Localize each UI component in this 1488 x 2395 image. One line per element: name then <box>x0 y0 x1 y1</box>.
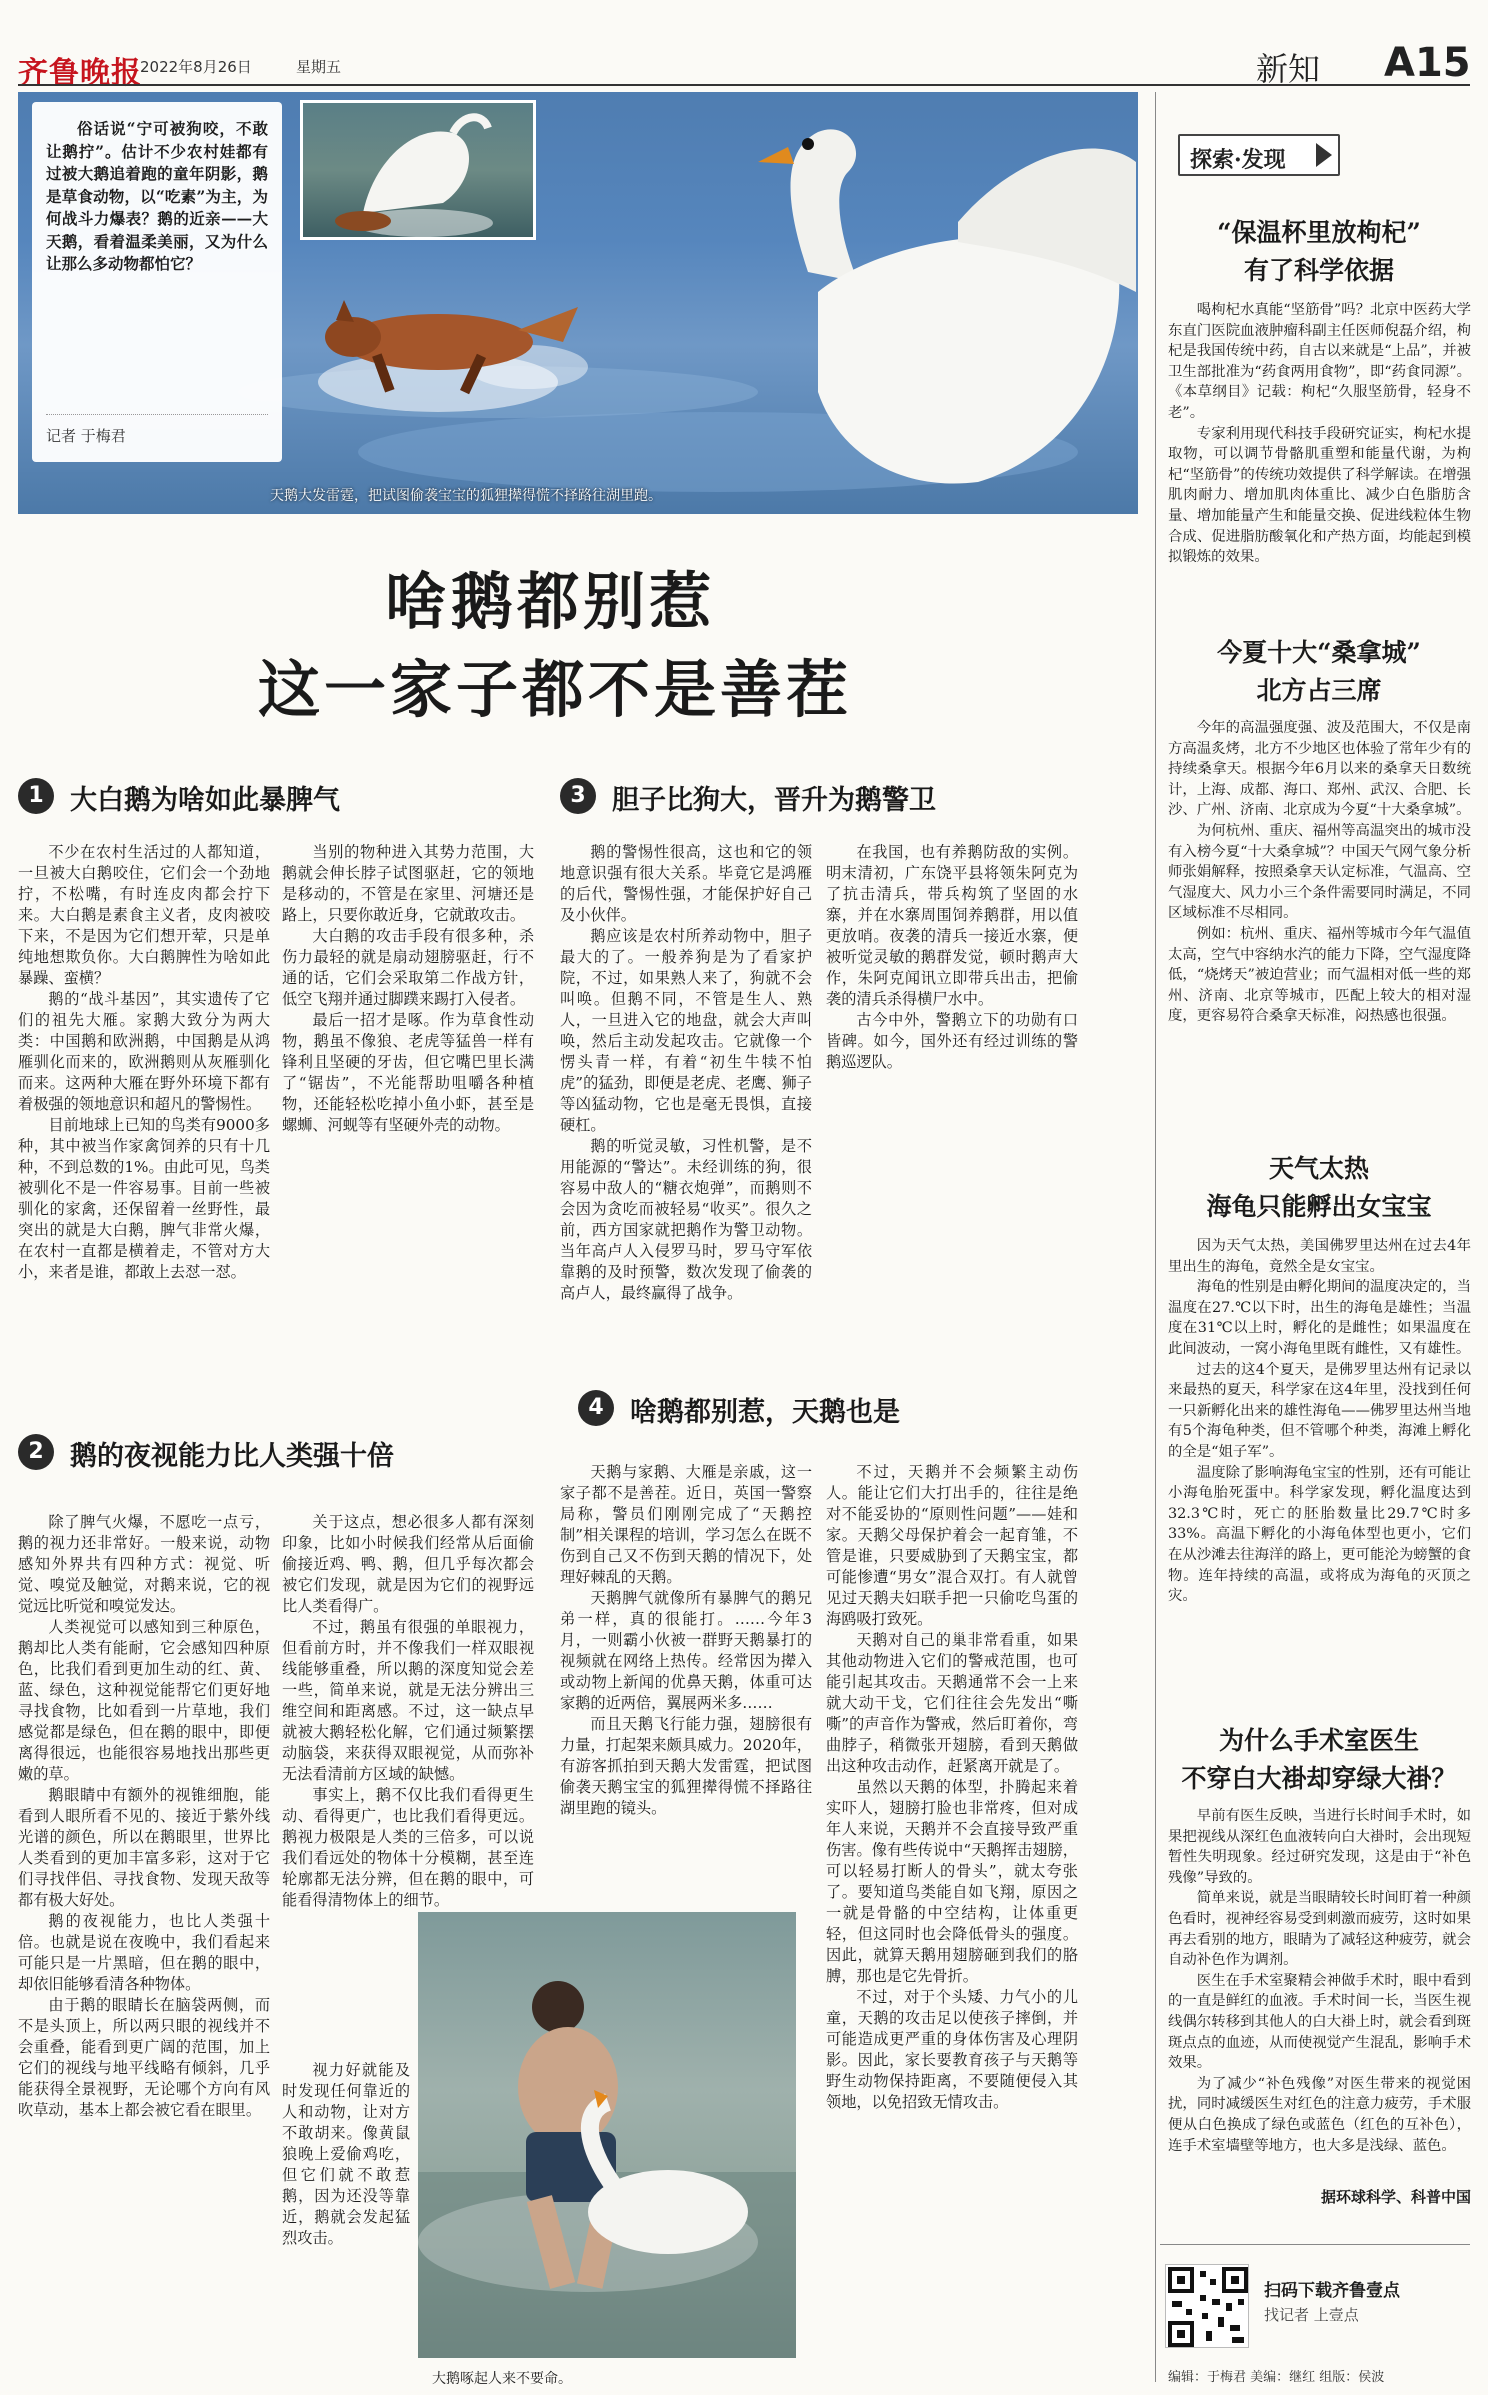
paragraph: 鹅应该是农村所养动物中，胆子最大的了。一般养狗是为了看家护院，不过，如果熟人来了，狗就不会叫唤。但鹅不同，不管是生人、熟人，一旦进入它的地盘，就会大声叫唤，然后主动发起攻击。它就像一个愣头青一样，有着“初生牛犊不怕虎”的猛劲，即便是老虎、老鹰、狮子等凶猛动物，它也是毫无畏惧，直接硬杠。 <box>560 927 812 1134</box>
sidebar-label-box <box>1178 134 1340 176</box>
paragraph: 天鹅对自己的巢非常看重，如果其他动物进入它们的警戒范围，也可能引起其攻击。天鹅通常不会一上来就大动干戈，它们往往会先发出“嘶嘶”的声音作为警戒，然后盯着你，弯曲脖子，稍微张开翅膀，看到天鹅做出这种攻击动作，赶紧离开就是了。 <box>826 1631 1078 1775</box>
section-3-column-1 <box>560 842 812 1366</box>
sidebar-article-4-body <box>1168 1806 1471 2182</box>
section-2-number: 2 <box>18 1434 54 1470</box>
paragraph: 简单来说，就是当眼睛较长时间盯着一种颜色看时，视神经容易受到刺激而疲劳，这时如果再去看别的地方，眼睛为了减轻这种疲劳，就会自动补色作为调剂。 <box>1168 1890 1471 1969</box>
sidebar-article-1-title-line-2: 有了科学依据 <box>1243 256 1394 285</box>
sidebar-article-2-title <box>1160 634 1478 710</box>
section-3-title: 胆子比狗大，晋升为鹅警卫 <box>612 785 936 816</box>
paragraph: 虽然以天鹅的体型，扑腾起来着实吓人，翅膀打脸也非常疼，但对成年人来说，天鹅并不会直接导致严重伤害。像有些传说中“天鹅挥击翅膀，可以轻易打断人的骨头”，就太夸张了。要知道鸟类能自如飞翔，原因之一就是骨骼的中空结构，让体重更轻，但这同时也会降低骨头的强度。因此，就算天鹅用翅膀砸到我们的胳膊，那也是它先骨折。 <box>826 1778 1078 1985</box>
paragraph: 不过，鹅虽有很强的单眼视力，但看前方时，并不像我们一样双眼视线能够重叠，所以鹅的深度知觉会差一些，简单来说，就是无法分辨出三维空间和距离感。不过，这一缺点早就被大鹅轻松化解，它们通过频繁摆动脑袋，来获得双眼视觉，从而弥补无法看清前方区域的缺憾。 <box>282 1618 534 1783</box>
paragraph: 当别的物种进入其势力范围，大鹅就会伸长脖子试图驱赶，它的领地是移动的，不管是在家里、河塘还是路上，只要你敢近身，它就敢攻击。 <box>282 843 534 924</box>
paragraph: 医生在手术室聚精会神做手术时，眼中看到的一直是鲜红的血液。手术时间一长，当医生视线偶尔转移到其他人的白大褂上时，就会看到斑斑点点的血迹，从而使视觉产生混乱，影响手术效果。 <box>1168 1972 1471 2072</box>
section-4-heading <box>578 1388 1138 1428</box>
sidebar-article-1-body <box>1168 300 1471 620</box>
sidebar-label: 探索·发现 <box>1190 147 1286 173</box>
paragraph: 由于鹅的眼睛长在脑袋两侧，而不是头顶上，所以两只眼的视线并不会重叠，能看到更广阔的范围，加上它们的视线与地平线略有倾斜，几乎能获得全景视野，无论哪个方向有风吹草动，基本上都会被它看在眼里。 <box>18 1996 270 2119</box>
paragraph: 过去的这4个夏天，是佛罗里达州有记录以来最热的夏天，科学家在这4年里，没找到任何一只新孵化出来的雄性海龟——佛罗里达州当地有5个海龟种类，但不管哪个种类，海滩上孵化的全是“姐子军”。 <box>1168 1361 1471 1460</box>
paragraph: 喝枸杞水真能“坚筋骨”吗？北京中医药大学东直门医院血液肿瘤科副主任医师倪磊介绍，枸杞是我国传统中药，自古以来就是“上品”，并被卫生部批准为“药食两用食物”，即“药食同源”。《本草纲目》记载：枸杞“久服坚筋骨，轻身不老”。 <box>1168 302 1471 421</box>
section-1-column-1 <box>18 842 270 1380</box>
paragraph: 因为天气太热，美国佛罗里达州在过去4年里出生的海龟，竟然全是女宝宝。 <box>1168 1238 1471 1275</box>
sidebar-divider <box>1155 92 1156 2382</box>
paragraph: 为何杭州、重庆、福州等高温突出的城市没有入榜今夏“十大桑拿城”？中国天气网气象分析师张娟解释，按照桑拿天认定标准，气温高、空气湿度大、风力小三个条件需要同时满足，不同区域标准不尽相同。 <box>1168 822 1471 922</box>
section-4-title: 啥鹅都别惹，天鹅也是 <box>630 1397 900 1428</box>
paragraph: 为了减少“补色残像”对医生带来的视觉困扰，同时减缓医生对红色的注意力疲劳，手术服便从白色换成了绿色或蓝色（红色的互补色），连手术室墙壁等地方，也大多是浅绿、蓝色。 <box>1168 2075 1471 2154</box>
sidebar-article-4-title-line-1: 为什么手术室医生 <box>1218 1726 1419 1755</box>
section-4-column-1 <box>560 1462 812 1904</box>
sidebar-article-1-title-line-1: “保温杯里放枸杞” <box>1217 218 1421 247</box>
paragraph: 天鹅与家鹅、大雁是亲戚，这一家子都不是善茬。近日，英国一警察局称，警员们刚刚完成了“天鹅控制”相关课程的培训，学习怎么在既不伤到自己又不伤到天鹅的情况下，处理好棘乱的天鹅。 <box>560 1463 812 1586</box>
intro-text: 俗话说“宁可被狗咬，不敢让鹅拧”。估计不少农村娃都有过被大鹅追着跑的童年阴影，鹅是草食动物，以“吃素”为主，为何战斗力爆表？鹅的近亲——大天鹅，看着温柔美丽，又为什么让那么多动物都怕它？ <box>46 119 268 273</box>
paragraph: 鹅的夜视能力，也比人类强十倍。也就是说在夜晚中，我们看起来可能只是一片黑暗，但在鹅的眼中，却依旧能够看清各种物体。 <box>18 1912 270 1993</box>
paragraph: 大白鹅的攻击手段有很多种，杀伤力最轻的就是扇动翅膀驱赶，行不通的话，它们会采取第二作战方针，低空飞翔并通过脚蹼来踢打入侵者。 <box>282 927 534 1008</box>
paragraph: 鹅的“战斗基因”，其实遗传了它们的祖先大雁。家鹅大致分为两大类：中国鹅和欧洲鹅，中国鹅是从鸿雁驯化而来的，欧洲鹅则从灰雁驯化而来。这两种大雁在野外环境下都有着极强的领地意识和超凡的警惕性。 <box>18 990 270 1113</box>
paragraph: 鹅的警惕性很高，这也和它的领地意识强有很大关系。毕竟它是鸿雁的后代，警惕性强，才能保护好自己及小伙伴。 <box>560 843 812 924</box>
paragraph: 鹅的听觉灵敏，习性机警，是不用能源的“警达”。未经训练的狗，很容易中敌人的“糖衣炮弹”，而鹅则不会因为贪吃而被轻易“收买”。很久之前，西方国家就把鹅作为警卫动物。当年高卢人入侵罗马时，罗马守军依靠鹅的及时预警，数次发现了偷袭的高卢人，最终赢得了战争。 <box>560 1137 812 1302</box>
paragraph: 不过，天鹅并不会频繁主动伤人。能让它们大打出手的，往往是绝对不能妥协的“原则性问题”——娃和家。天鹅父母保护着会一起育雏，不管是谁，只要威胁到了天鹅宝宝，都可能惨遭“男女”混合双打。有人就曾见过天鹅夫妇联手把一只偷吃鸟蛋的海鸥吸打致死。 <box>826 1463 1078 1628</box>
section-2-title: 鹅的夜视能力比人类强十倍 <box>70 1441 394 1472</box>
inset-illustration <box>303 103 536 240</box>
paragraph: 除了脾气火爆，不愿吃一点亏，鹅的视力还非常好。一般来说，动物感知外界共有四种方式：视觉、听觉、嗅觉及触觉，对鹅来说，它的视觉远比听觉和嗅觉发达。 <box>18 1513 270 1615</box>
paragraph: 例如：杭州、重庆、福州等城市今年气温值太高，空气中容纳水汽的能力下降，空气湿度降低，“烧烤天”被迫营业；而气温相对低一些的郑州、济南、北京等城市，匹配上较大的相对湿度，更容易符合桑拿天标准，闷热感也很强。 <box>1168 925 1471 1025</box>
header-rule <box>18 84 1470 86</box>
sidebar-article-1-title <box>1160 214 1478 290</box>
inset-swan-fox-photo <box>300 100 536 240</box>
paragraph: 视力好就能及时发现任何靠近的人和动物，让对方不敢胡来。像黄鼠狼晚上爱偷鸡吃，但它们就不敢惹鹅，因为还没等靠近，鹅就会发起猛烈攻击。 <box>282 2061 410 2247</box>
paragraph: 在我国，也有养鹅防敌的实例。明末清初，广东饶平县将领朱阿克为了抗击清兵，带兵构筑了坚固的水寨，并在水寨周围饲养鹅群，用以值更放哨。夜袭的清兵一接近水寨，便被听觉灵敏的鹅群发觉，顿时鹅声大作，朱阿克闻讯立即带兵出击，把偷袭的清兵杀得横尸水中。 <box>826 843 1078 1008</box>
page-number: A15 <box>1384 40 1471 86</box>
section-1-title: 大白鹅为啥如此暴脾气 <box>70 785 340 816</box>
section-1-number: 1 <box>18 778 54 814</box>
paragraph: 最后一招才是啄。作为草食性动物，鹅虽不像狼、老虎等猛兽一样有锋利且坚硬的牙齿，但它嘴巴里长满了“锯齿”，不光能帮助咀嚼各种植物，还能轻松吃掉小鱼小虾，甚至是螺蛳、河蚬等有坚硬外壳的动物。 <box>282 1011 534 1134</box>
intro-box <box>32 102 282 462</box>
paragraph: 目前地球上已知的鸟类有9000多种，其中被当作家禽饲养的只有十几种，不到总数的1%。由此可见，鸟类被驯化不是一件容易事。目前一些被驯化的家禽，还保留着一丝野性，最突出的就是大白鹅，脾气非常火爆，在农村一直都是横着走，不管对方大小，来者是谁，都敢上去怼一怼。 <box>18 1116 270 1281</box>
paragraph: 专家利用现代科技手段研究证实，枸杞水提取物，可以调节骨骼肌重塑和能量代谢，为枸杞“坚筋骨”的传统功效提供了科学解读。在增强肌肉耐力、增加肌肉体重比、减少白色脂肪含量、增加能量产生和能量交换、促进线粒体生物合成、促进脂肪酸氧化和产热方面，均能起到模拟锻炼的效果。 <box>1168 425 1471 566</box>
issue-date: 2022年8月26日 <box>140 58 252 76</box>
reporter-byline: 记者 于梅君 <box>46 414 268 446</box>
editor-credits: 编辑：于梅君 美编：继红 组版：侯波 <box>1168 2370 1385 2385</box>
sidebar-article-2-title-line-2: 北方占三席 <box>1256 676 1382 705</box>
main-photo-caption: 天鹅大发雷霆，把试图偷袭宝宝的狐狸撵得慌不择路往湖里跑。 <box>270 488 662 504</box>
section-3-heading <box>560 776 1120 816</box>
headline-line-1: 啥鹅都别惹 <box>384 565 715 638</box>
section-4-column-2 <box>826 1462 1078 2390</box>
paragraph: 不过，对于个头矮、力气小的儿童，天鹅的攻击足以使孩子摔倒，并可能造成更严重的身体伤害及心理阴影。因此，家长要教育孩子与天鹅等野生动物保持距离，不要随便侵入其领地，以免招致无情攻击。 <box>826 1988 1078 2111</box>
sidebar-article-2-body <box>1168 718 1471 1140</box>
sidebar-article-3-title-line-1: 天气太热 <box>1268 1154 1369 1183</box>
headline-line-2: 这一家子都不是善茬 <box>257 653 852 726</box>
section-1-column-2 <box>282 842 534 1380</box>
qr-code[interactable] <box>1165 2264 1249 2348</box>
paragraph: 鹅眼睛中有额外的视锥细胞，能看到人眼所看不见的、接近于紫外线光谱的颜色，所以在鹅眼里，世界比人类看到的更加丰富多彩，这对于它们寻找伴侣、寻找食物、发现天敌等都有极大好处。 <box>18 1786 270 1909</box>
paragraph: 海龟的性别是由孵化期间的温度决定的，当温度在27.℃以下时，出生的海龟是雄性；当温度在31℃以上时，孵化的是雌性；如果温度在此间波动，一窝小海龟里既有雌性，又有雄性。 <box>1168 1279 1471 1357</box>
goose-chasing-man-photo <box>418 1912 796 2358</box>
section-4-number: 4 <box>578 1390 614 1426</box>
newspaper-logo: 齐鲁晚报 <box>18 56 142 91</box>
paragraph: 关于这点，想必很多人都有深刻印象，比如小时候我们经常从后面偷偷接近鸡、鸭、鹅，但几乎每次都会被它们发现，就是因为它们的视野远比人类看得广。 <box>282 1513 534 1615</box>
sidebar-article-2-title-line-1: 今夏十大“桑拿城” <box>1217 638 1421 667</box>
issue-weekday: 星期五 <box>296 58 342 76</box>
paragraph: 不少在农村生活过的人都知道，一旦被大白鹅咬住，它们会一个劲地拧，不松嘴，有时连皮肉都会拧下来。大白鹅是素食主义者，皮肉被咬下来，不是因为它们想开荤，只是单纯地想欺负你。大白鹅脾性为啥如此暴躁、蛮横？ <box>18 843 270 987</box>
paragraph: 古今中外，警鹅立下的功勋有口皆碑。如今，国外还有经过训练的警鹅巡逻队。 <box>826 1011 1078 1071</box>
arrow-right-icon <box>1316 143 1332 167</box>
paragraph: 人类视觉可以感知到三种原色，鹅却比人类有能耐，它会感知四种原色，比我们看到更加生动的红、黄、蓝、绿色，这种视觉能帮它们更好地寻找食物，比如看到一片草地，我们感觉都是绿色，但在鹅的眼中，即便离得很远，也能很容易地找出那些更嫩的草。 <box>18 1618 270 1783</box>
paragraph: 事实上，鹅不仅比我们看得更生动、看得更广，也比我们看得更远。鹅视力极限是人类的三倍多，可以说我们看远处的物体十分模糊，甚至连轮廓都无法分辨，但在鹅的眼中，可能看得清物体上的细节。 <box>282 1786 534 1909</box>
goose-chasing-illustration <box>418 1912 796 2358</box>
paragraph: 今年的高温强度强、波及范围大，不仅是南方高温炙烤，北方不少地区也体验了常年少有的持续桑拿天。根据今年6月以来的桑拿天日数统计，上海、成都、海口、郑州、武汉、合肥、长沙、广州、济南、北京成为今夏“十大桑拿城”。 <box>1168 720 1471 819</box>
sidebar-article-3-body <box>1168 1236 1471 1714</box>
paragraph: 而且天鹅飞行能力强，翅膀很有力量，打起架来颇具威力。2020年，有游客抓拍到天鹅大发雷霆，把试图偷袭天鹅宝宝的狐狸撵得慌不择路往湖里跑的镜头。 <box>560 1715 812 1817</box>
sidebar-article-3-title-line-2: 海龟只能孵出女宝宝 <box>1206 1192 1432 1221</box>
sidebar-article-4-title <box>1160 1722 1478 1798</box>
goose-photo-caption: 大鹅啄起人来不要命。 <box>432 2371 572 2387</box>
section-2-column-2-narrow <box>282 2060 410 2384</box>
qr-download-label: 扫码下载齐鲁壹点 <box>1264 2281 1400 2301</box>
section-2-column-1 <box>18 1512 270 2390</box>
qr-subtitle: 找记者 上壹点 <box>1264 2306 1359 2324</box>
section-name: 新知 <box>1256 50 1321 88</box>
sidebar-article-4-title-line-2: 不穿白大褂却穿绿大褂？ <box>1181 1764 1457 1793</box>
section-2-heading <box>18 1432 538 1472</box>
sidebar-article-3-title <box>1160 1150 1478 1226</box>
section-3-column-2 <box>826 842 1078 1366</box>
sidebar-source: 据环球科学、科普中国 <box>1320 2188 1471 2206</box>
qr-divider <box>1160 2244 1470 2245</box>
section-3-number: 3 <box>560 778 596 814</box>
paragraph: 天鹅脾气就像所有暴脾气的鹅兄弟一样，真的很能打。……今年3月，一则霸小伙被一群野天鹅暴打的视频就在网络上热传。经常因为撵入或动物上新闻的优鼻天鹅，体重可达家鹅的近两倍，翼展两米多…… <box>560 1589 812 1712</box>
paragraph: 早前有医生反映，当进行长时间手术时，如果把视线从深红色血液转向白大褂时，会出现短暂性失明现象。经过研究发现，这是由于“补色残像”导致的。 <box>1168 1808 1471 1886</box>
paragraph: 温度除了影响海龟宝宝的性别，还有可能让小海龟胎死蛋中。科学家发现，孵化温度达到32.3℃时，死亡的胚胎数量比29.7℃时多33%。高温下孵化的小海龟体型也更小，它们在从沙滩去往海洋的路上，更可能沦为螃蟹的食物。连年持续的高温，或将成为海龟的灭顶之灾。 <box>1168 1464 1471 1605</box>
qr-code-icon <box>1166 2265 1250 2349</box>
section-1-heading <box>18 776 538 816</box>
